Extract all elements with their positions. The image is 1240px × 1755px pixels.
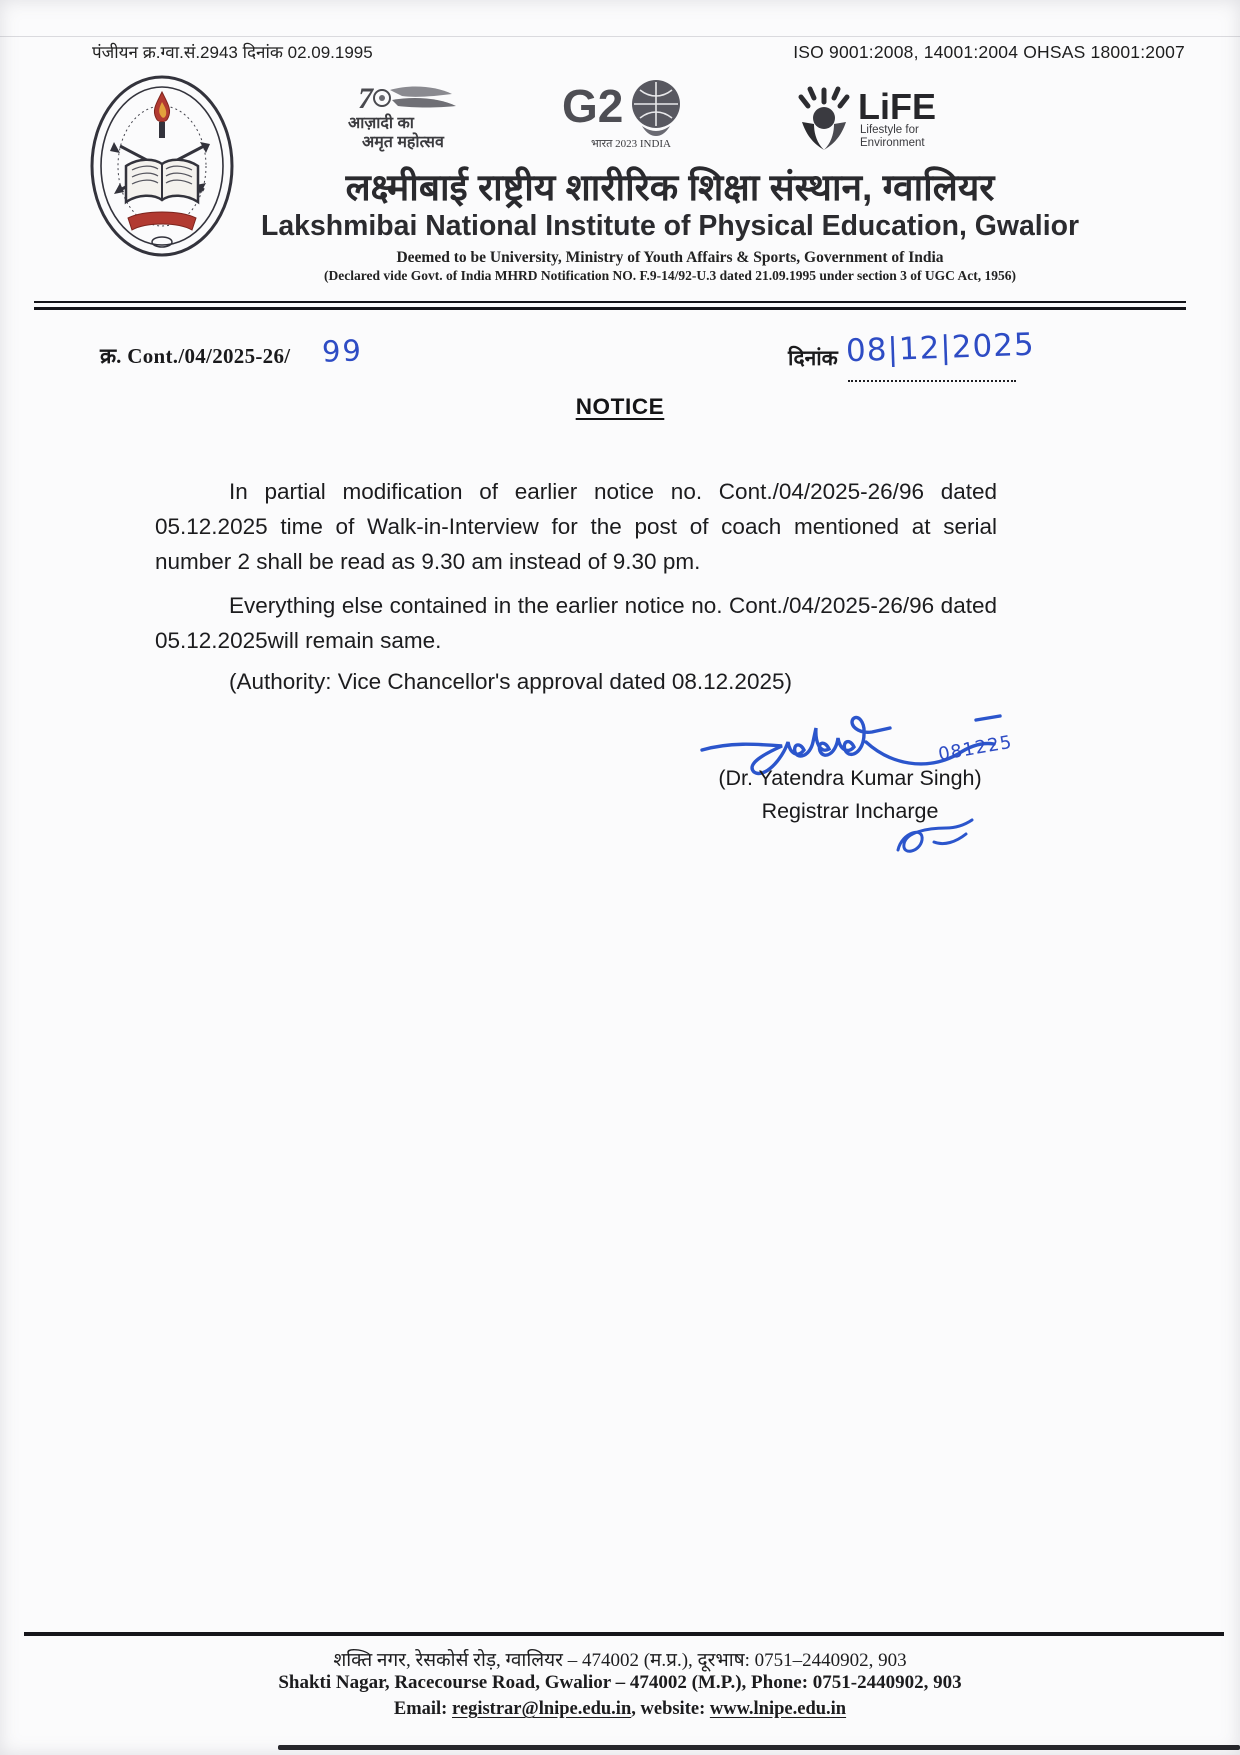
footer-divider [24,1632,1224,1636]
g20-logo [556,74,706,156]
azadi-ka-amrit-mahotsav-logo [340,80,500,154]
email-address: registrar@lnipe.edu.in [451,1699,632,1719]
website-address: www.lnipe.edu.in [709,1699,847,1719]
header-divider [34,301,1186,310]
life-subtitle: Lifestyle for Environment [860,124,925,149]
footer-address-english: Shakti Nagar, Racecourse Road, Gwalior – 474002 (M.P.), Phone: 0751-2440902, 903 [278,1672,962,1693]
registration-number-line: पंजीयन क्र.ग्वा.सं.2943 दिनांक 02.09.1995 [92,43,373,62]
footer-address-hindi: शक्ति नगर, रेसकोर्स रोड़, ग्वालियर – 474002 (म.प्र.), दूरभाष: 0751–2440902, 903 [333,1650,907,1671]
footer-contact-line [120,1699,1120,1720]
notice-paragraph-2: Everything else contained in the earlier notice no. Cont./04/2025-26/96 dated 05.12.2025will remain same. [155,593,997,653]
signatory-designation: Registrar Incharge [761,799,939,823]
svg-text:7: 7 [358,82,373,115]
authority-line: (Authority: Vice Chancellor's approval dated 08.12.2025) [229,669,792,694]
reference-number [100,342,290,370]
azadi-logo-text: आज़ादी का अमृत महोत्सव [348,115,444,151]
signature-date-scribble: 081225 [936,731,1014,766]
notice-paragraph-1: In partial modification of earlier notice no. Cont./04/2025-26/96 dated 05.12.2025 time of Walk-in-Interview for the post of coach mentioned at serial number 2 shall be read as 9.30 am instead of 9.30 pm. [155,479,997,574]
institute-name-english: Lakshmibai National Institute of Physical Education, Gwalior [260,210,1080,242]
institute-name-hindi: लक्ष्मीबाई राष्ट्रीय शारीरिक शिक्षा संस्थान, ग्वालियर [345,167,995,208]
iso-certification-line: ISO 9001:2008, 14001:2004 OHSAS 18001:2007 [793,42,1185,62]
notice-title: NOTICE [575,394,665,419]
handwritten-date: 08|12|2025 [845,326,1036,370]
g20-subtitle: भारत 2023 INDIA [590,138,671,150]
scan-bottom-edge [278,1745,1240,1750]
life-wordmark: LiFE [858,86,936,127]
initials-scribble [888,816,978,864]
life-logo [792,84,952,156]
deemed-university-line: Deemed to be University, Ministry of Youth Affairs & Sports, Government of India [396,249,944,266]
ref-label: Cont./04/2025-26/ [127,344,291,368]
signatory-name: (Dr. Yatendra Kumar Singh) [718,766,982,790]
scan-top-edge [0,36,1240,37]
email-label: Email: [393,1699,452,1719]
ref-label-hindi: क्र. [100,344,122,368]
website-label: , website: [631,1699,710,1719]
mhrd-notification-line: (Declared vide Govt. of India MHRD Notification NO. F.9-14/92-U.3 dated 21.09.1995 under section 3 of UGC Act, 1956) [324,268,1016,283]
handwritten-ref-number: 99 [321,333,364,369]
date-dotted-line [848,380,1016,382]
reference-row [100,326,1140,388]
date-label: दिनांक [788,347,838,370]
institute-emblem-icon [86,70,238,258]
svg-text:G2: G2 [562,80,624,132]
